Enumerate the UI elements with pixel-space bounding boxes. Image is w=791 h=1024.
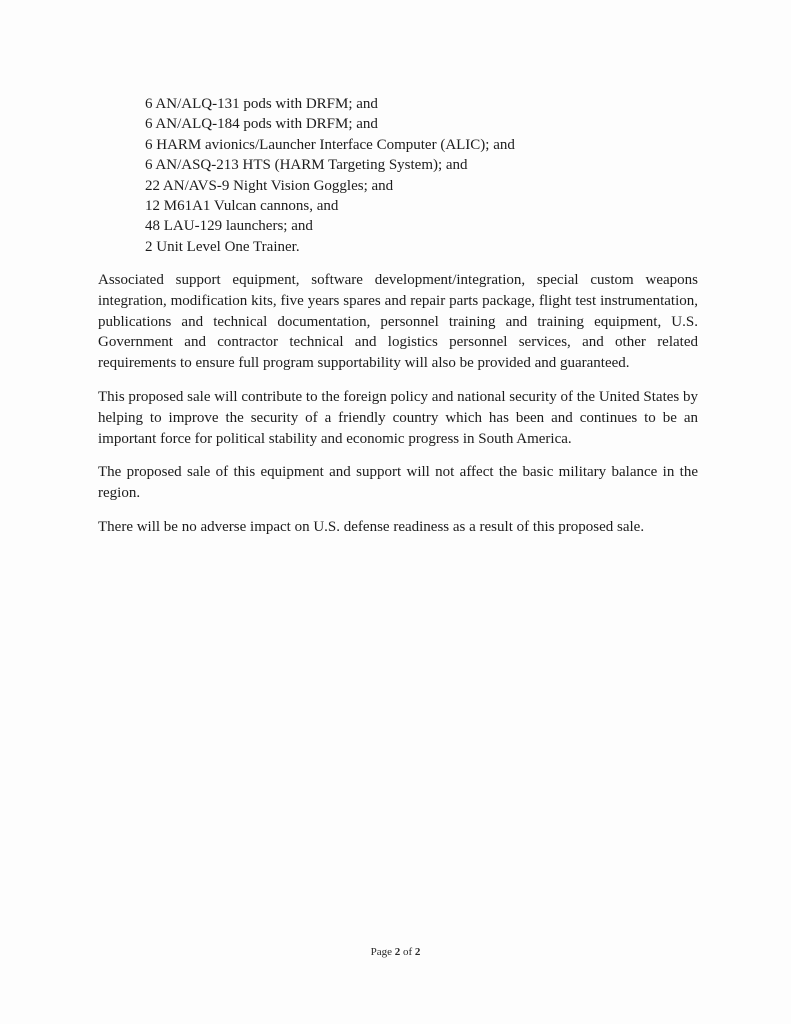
balance-paragraph: The proposed sale of this equipment and support will not affect the basic military balance in the region. <box>98 464 698 501</box>
list-item: 6 AN/ALQ-131 pods with DRFM; and <box>145 96 378 112</box>
support-paragraph: Associated support equipment, software development/integration, special custom weapons integration, modification kits, five years spares and repair parts package, flight test instrumentation, publications and technical documentation, personnel training and training equipment, U.S. Government and contractor technical and logistics personnel services, and other related requirements to ensure full program supportability will also be provided and guaranteed. <box>98 272 698 372</box>
list-item: 22 AN/AVS-9 Night Vision Goggles; and <box>145 177 394 194</box>
page-number-footer <box>0 945 791 959</box>
list-item: 6 HARM avionics/Launcher Interface Computer (ALIC); and <box>145 136 515 153</box>
page-total: 2 <box>414 946 421 958</box>
list-item: 2 Unit Level One Trainer. <box>145 238 300 255</box>
page-current: 2 <box>394 946 401 958</box>
page-label: Page <box>370 946 392 958</box>
list-item: 12 M61A1 Vulcan cannons, and <box>145 198 339 215</box>
list-item: 6 AN/ASQ-213 HTS (HARM Targeting System); and <box>145 157 468 174</box>
readiness-paragraph: There will be no adverse impact on U.S. defense readiness as a result of this proposed sale. <box>98 519 645 535</box>
list-item: 6 AN/ALQ-184 pods with DRFM; and <box>145 116 378 133</box>
policy-paragraph: This proposed sale will contribute to the foreign policy and national security of the United States by helping to improve the security of a friendly country which has been and continues to be an important force for political stability and economic progress in South America. <box>98 389 698 447</box>
equipment-list <box>145 94 515 257</box>
of-label: of <box>402 946 413 958</box>
list-item: 48 LAU-129 launchers; and <box>145 218 313 235</box>
